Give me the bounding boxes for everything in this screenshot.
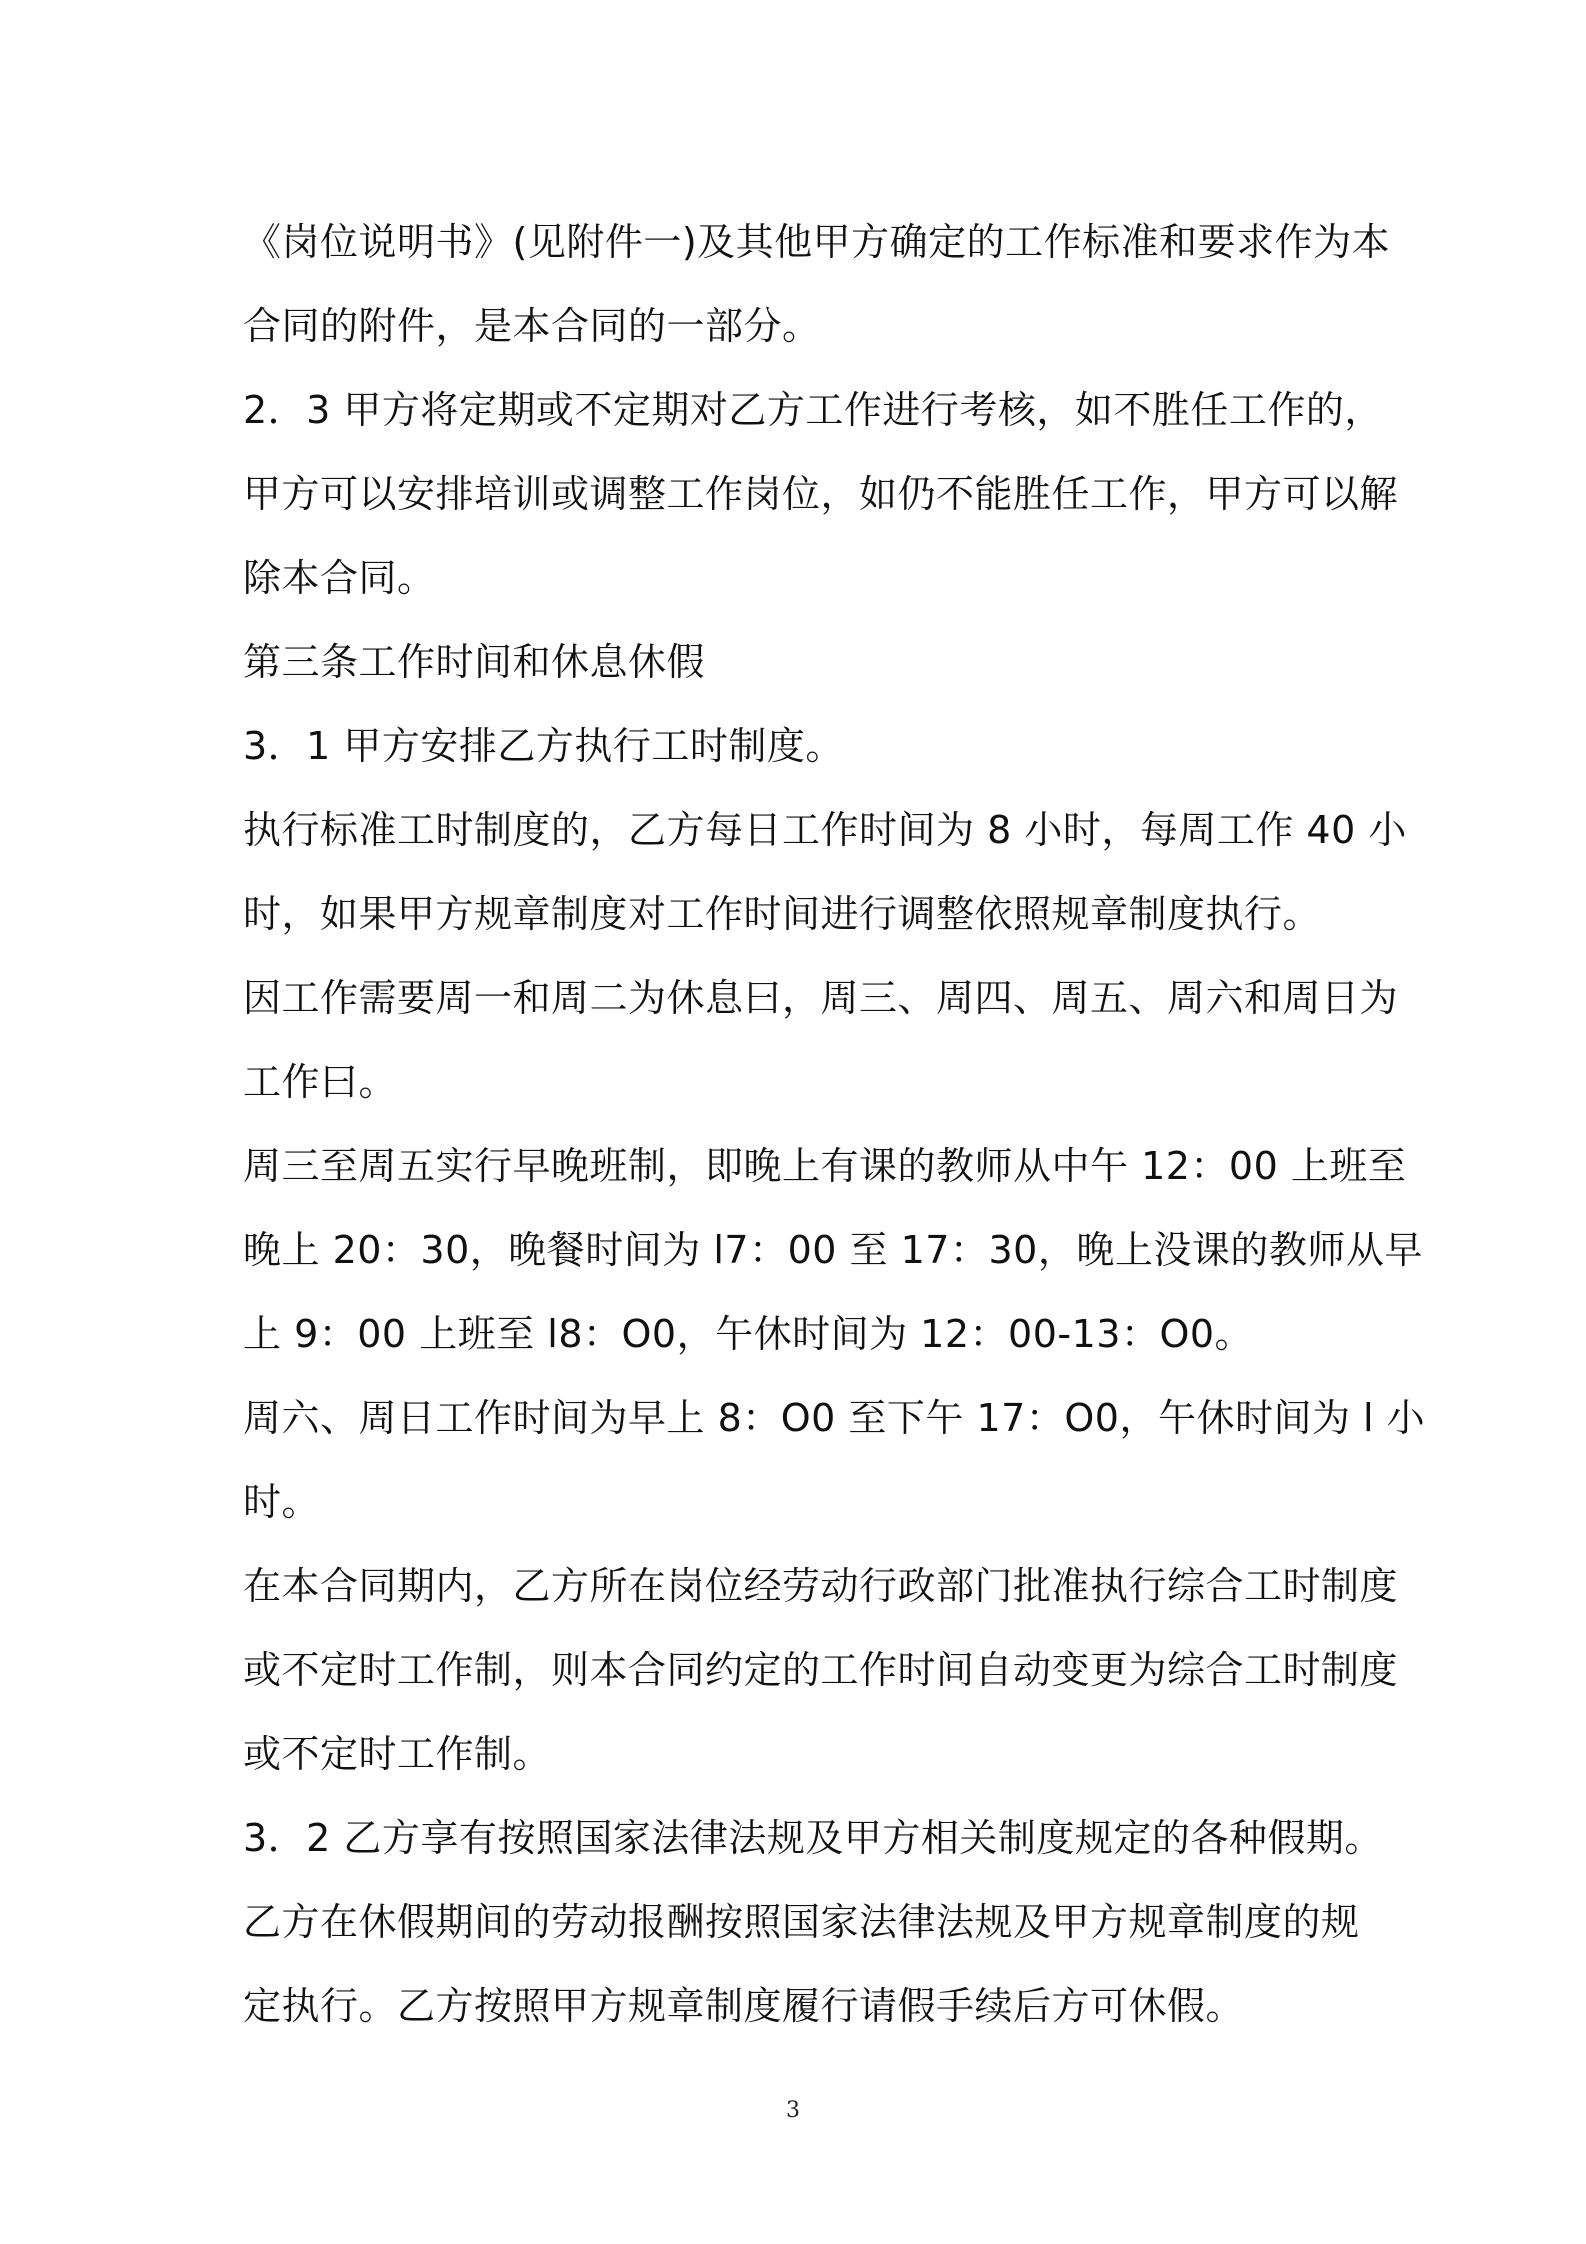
text-line: 上 9：00 上班至 l8：O0，午休时间为 12：00-13：O0。 — [243, 1312, 1254, 1356]
text-line: 执行标准工时制度的，乙方每日工作时间为 8 小时，每周工作 40 小 — [243, 808, 1407, 852]
text-line: 或不定时工作制。 — [243, 1732, 552, 1776]
text-line: 3．2 乙方享有按照国家法律法规及甲方相关制度规定的各种假期。 — [243, 1816, 1383, 1860]
text-line: 合同的附件，是本合同的一部分。 — [243, 304, 821, 348]
text-line: 周三至周五实行早晚班制，即晚上有课的教师从中午 12：00 上班至 — [243, 1144, 1407, 1188]
text-line: 晚上 20：30，晚餐时间为 l7：00 至 17：30，晚上没课的教师从早 — [243, 1228, 1423, 1272]
text-line: 2．3 甲方将定期或不定期对乙方工作进行考核，如不胜任工作的， — [243, 388, 1383, 432]
page-number: 3 — [786, 2098, 800, 2123]
document-body — [243, 200, 1426, 2048]
section-heading: 第三条工作时间和休息休假 — [243, 640, 706, 684]
text-line: 3．1 甲方安排乙方执行工时制度。 — [243, 724, 844, 768]
text-line: 除本合同。 — [243, 556, 436, 600]
text-line: 工作曰。 — [243, 1060, 398, 1104]
text-line: 因工作需要周一和周二为休息曰，周三、周四、周五、周六和周日为 — [243, 976, 1399, 1020]
text-line: 定执行。乙方按照甲方规章制度履行请假手续后方可休假。 — [243, 1984, 1245, 2028]
text-line: 《岗位说明书》(见附件一)及其他甲方确定的工作标准和要求作为本 — [243, 220, 1391, 264]
text-line: 周六、周日工作时间为早上 8：O0 至下午 17：O0，午休时间为 l 小 — [243, 1396, 1426, 1440]
text-line: 在本合同期内，乙方所在岗位经劳动行政部门批准执行综合工时制度 — [243, 1564, 1399, 1608]
text-line: 甲方可以安排培训或调整工作岗位，如仍不能胜任工作，甲方可以解 — [243, 472, 1399, 516]
text-line: 时。 — [243, 1480, 321, 1524]
text-line: 或不定时工作制，则本合同约定的工作时间自动变更为综合工时制度 — [243, 1648, 1399, 1692]
text-line: 时，如果甲方规章制度对工作时间进行调整依照规章制度执行。 — [243, 892, 1322, 936]
text-line: 乙方在休假期间的劳动报酬按照国家法律法规及甲方规章制度的规 — [243, 1900, 1360, 1944]
